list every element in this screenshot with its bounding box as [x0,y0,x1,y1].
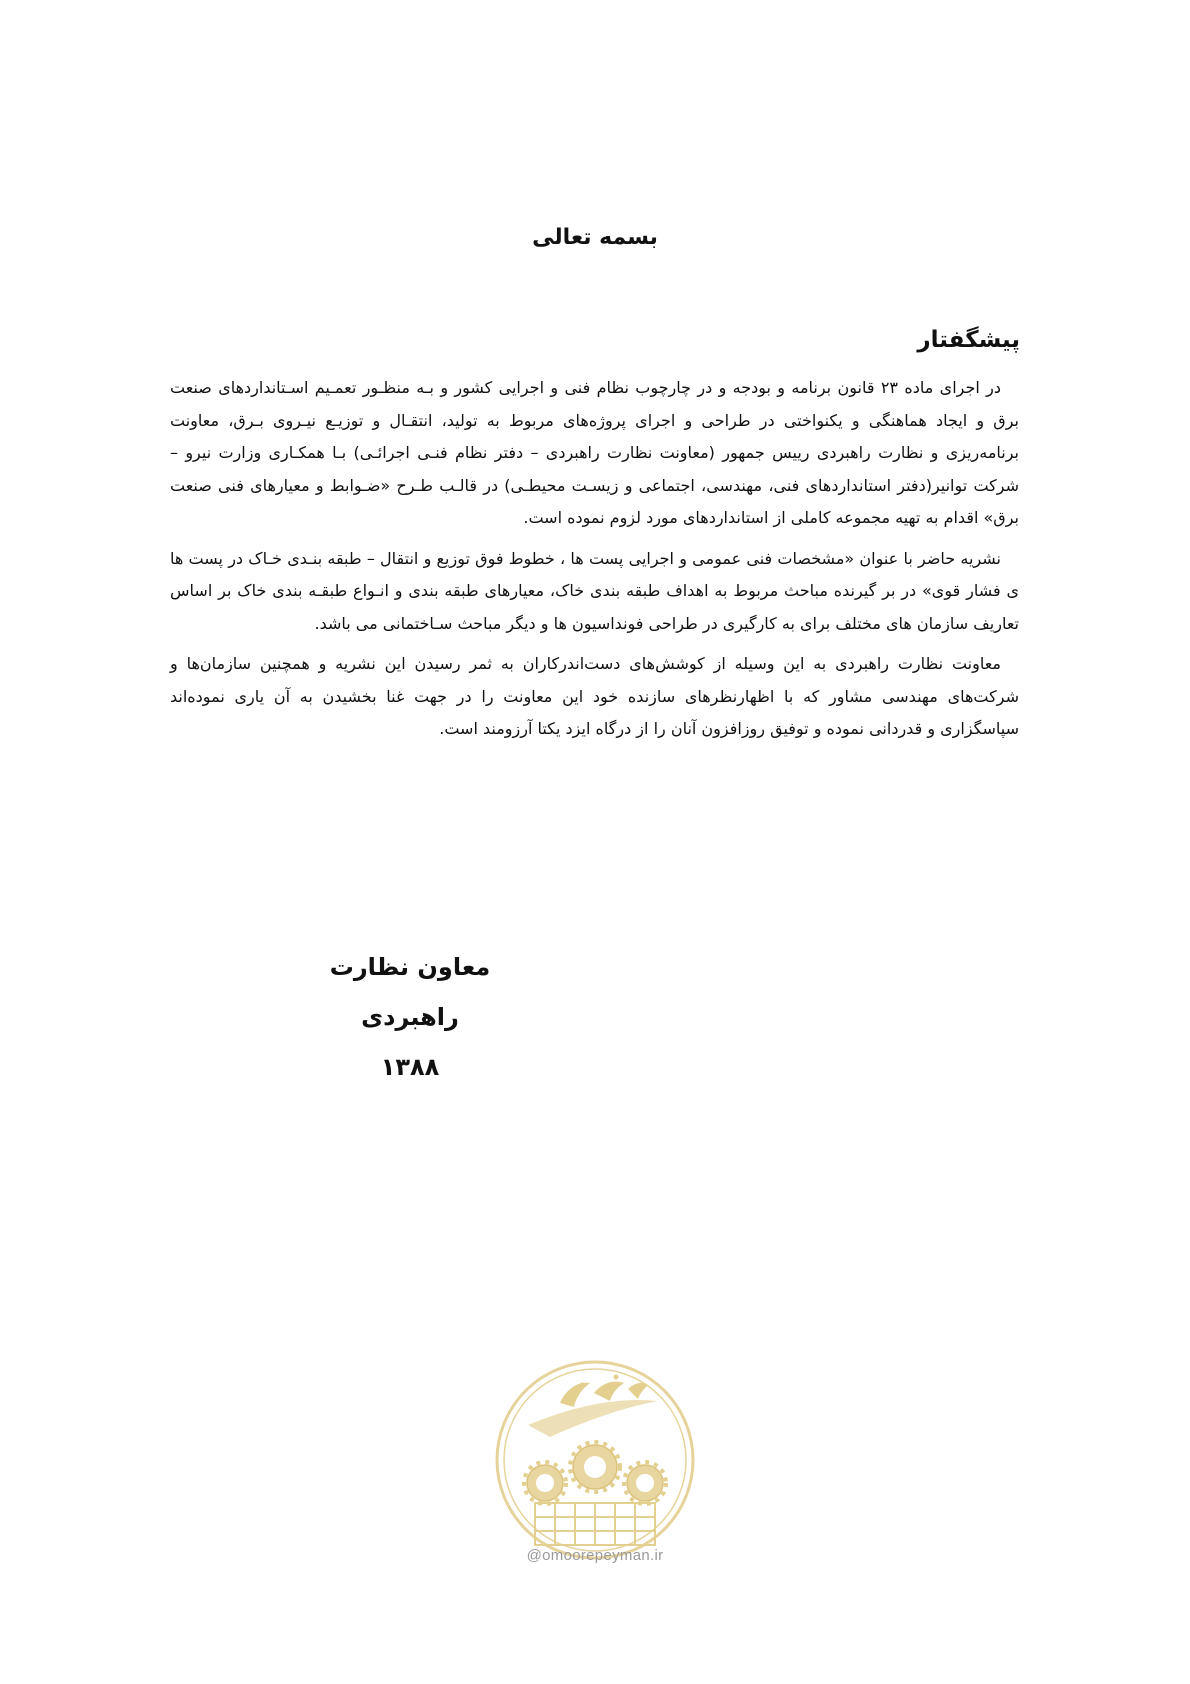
preface-paragraph: معاونت نظارت راهبردی به این وسیله از کوشش‌های دست‌اندرکاران به ثمر رسیدن این نشریه و همچنین سازمان‌ها و شرکت‌های مهندسی مشاور که با اظهارنظرهای سازنده خود این معاونت را در جهت غنا بخشیدن به آن یاری نموده‌اند سپاسگزاری و قدردانی نموده و توفیق روزافزون آنان را از درگاه ایزد یکتا آرزومند است. [170,654,1019,738]
preface-body [170,372,1019,754]
preface-paragraph: در اجرای ماده ۲۳ قانون برنامه و بودجه و در چارچوب نظام فنی و اجرایی کشور و بـه منظـور تعمـیم اسـتانداردهای صنعت برق و ایجاد هماهنگی و یکنواختی در طراحی و اجرای پروژه‌های مربوط به تولید، انتقـال و توزیـع نیـروی بـرق، معاونت برنامه‌ریزی و نظارت راهبردی رییس جمهور (معاونت نظارت راهبردی – دفتر نظام فنـی اجرائـی) بـا همکـاری وزارت نیرو – شرکت توانیر(دفتر استانداردهای فنی، مهندسی، اجتماعی و زیسـت محیطـی) در قالـب طـرح «ضـوابط و معیارهای فنی صنعت برق» اقدام به تهیه مجموعه کاملی از استانداردهای مورد لزوم نموده است. [170,378,1019,527]
invocation-heading: بسمه تعالی [532,225,658,250]
omoorepeyman-logo-watermark [490,1355,700,1565]
signature-block [290,942,530,1092]
preface-paragraph: نشریه حاضر با عنوان «مشخصات فنی عمومی و اجرایی پست ها ، خطوط فوق توزیع و انتقال – طبقه بنـدی خـاک در پست ها ی فشار قوی» در بر گیرنده مباحث مربوط به اهداف طبقه بندی خاک، معیارهای طبقه بندی و انـواع طبقـه بندی خاک بر اساس تعاریف سازمان های مختلف برای به کارگیری در طراحی فونداسیون ها و دیگر مباحث سـاختمانی می باشد. [170,548,1019,633]
preface-title: پیشگفتار [917,327,1020,353]
signature-office: معاون نظارت راهبردی [329,953,491,1031]
watermark-url: @omoorepeyman.ir [526,1547,664,1564]
signature-year: ۱۳۸۸ [380,1053,440,1081]
